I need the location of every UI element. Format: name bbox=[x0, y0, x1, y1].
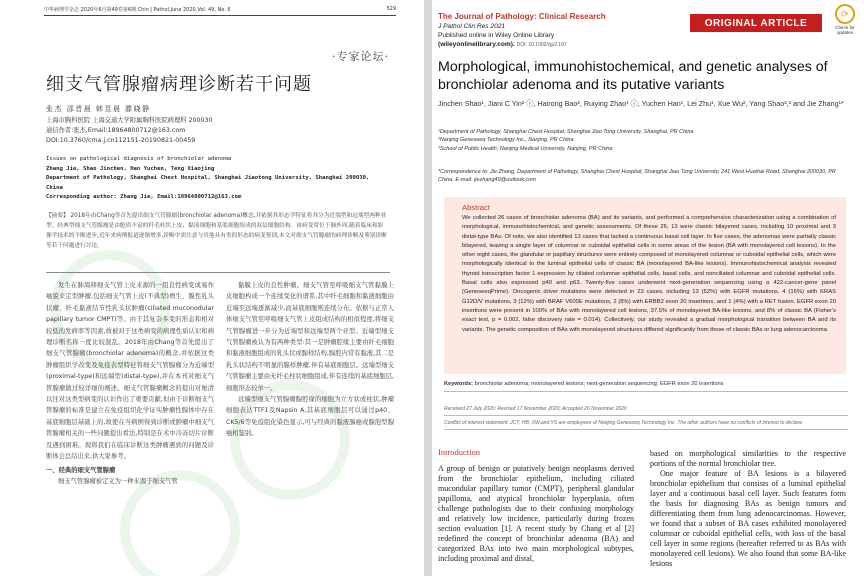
chinese-abstract bbox=[46, 211, 388, 251]
body-paragraph: 细支气管腺瘤被定义为一种来源于细支气管 bbox=[58, 477, 178, 485]
journal-name: The Journal of Pathology: Clinical Research bbox=[438, 12, 606, 21]
chinese-article-page bbox=[0, 0, 424, 576]
english-affiliation: Department of Pathology, Shanghai Chest Hospital, Shanghai Jiaotong University, Shanghai 200030, China bbox=[46, 175, 370, 191]
page-gutter bbox=[424, 0, 432, 576]
correspondence: 通信作者:张杰,Email:18964800712@163.com bbox=[46, 127, 186, 134]
correspondence: *Correspondence to: Jie Zhang, Department of Pathology, Shanghai Chest Hospital, Shanghai Jiao Tong University, 241 West Huaihai Road, Shanghai 200030, PR China. E-mail: jiezhang49@outlook.com bbox=[438, 169, 836, 184]
affiliation: 上海市胸科医院 上海交通大学附属胸科医院病理科 200030 bbox=[46, 117, 213, 124]
english-summary bbox=[46, 155, 386, 203]
abstract-heading: Abstract bbox=[462, 203, 490, 212]
keywords-label: Keywords: bbox=[444, 381, 474, 387]
author-list: 张杰 邵晋晨 韩昱晨 滕晓静 bbox=[46, 105, 151, 113]
body-paragraph: A group of benign or putatively benign neoplasms derived from the bronchiolar epithelium, including ciliated mucondular papillary tumor (CMPT), peripheral glandular papilloma, and atypical bronchiolar hyperplasia, often challenge pathologists due to their confusing morphology and relatively low incidence, particularly during frozen section evaluation [1]. A recent study by Chang et al [2] redefined the concept of bronchiolar adenoma (BA) and categorized BAs into two main morphological subtypes, including proximal and distal, bbox=[438, 464, 634, 563]
affiliations bbox=[438, 128, 848, 153]
english-corresponding: Corresponding author: Zhang Jie, Email:18964800712@163.com bbox=[46, 194, 242, 201]
page-number: 529 bbox=[386, 6, 396, 12]
article-type-badge: ORIGINAL ARTICLE bbox=[690, 14, 822, 32]
english-article-page bbox=[432, 0, 864, 576]
body-paragraph: 发生在肺周移细支气管上皮来源的一组良性病变或易作癌貌来定型肿瘤,包括细支气管上皮(不典型)增生、腺性乳头状瘤、纤毛黏液结节性乳头状肿瘤(ciliated muconodular papillary tumor CMPT)等。由于其复杂多变的形态和相对较低的发病率等因素,故被对于这类病变的病理性质认识和病理诊断名称一度比较混乱。2018年由Chang等首先提出了细支气管腺瘤(bronchiolar adenoma)的概念,并依据这类肿瘤组织学改变及免疫表型特征将细支气管腺瘤分为近端型(proximal-type)和远端型(distal-type),并在本刊对细支气管腺瘤做过较详细的阐述。细支气管腺瘤概念的提出对厘清以往对这类型病变的认识作出了重要贡献,但由于诊断细支气管腺瘤的标准是建立在免疫组织化学证实肿瘤性腺体中存在基底细胞层基础上的,故使在当病例得到诊断或肿瘤中细支气管腺瘤相关的一些问题提出看法,特别是在术中冷冻切片诊断及遇到困难。现将我们在临床诊断这类肿瘤遇到的问题及诊断体会总结出来,供大家参考。 bbox=[46, 282, 214, 461]
keywords bbox=[444, 381, 848, 392]
affiliation-1: ¹Department of Pathology, Shanghai Chest Hospital, Shanghai Jiao Tong University, Shanghai, PR China bbox=[438, 129, 694, 135]
body-column-right bbox=[226, 280, 394, 440]
published-line: Published online in Wiley Online Library bbox=[438, 32, 555, 39]
section-label: ·专家论坛· bbox=[332, 50, 389, 63]
author-list: Jinchen Shao¹, Jiani C Yin² ⓘ, Hairong Bao², Ruiying Zhao¹ ⓘ, Yuchen Han¹, Lei Zhu¹, Xue Wu², Yang Shao²,³ and Jie Zhang¹* bbox=[438, 99, 844, 108]
body-paragraph: based on morphological similarities to the respective portions of the normal bronchiolar tree. bbox=[650, 449, 846, 468]
journal-abbr: J Pathol Clin Res 2021 bbox=[438, 23, 506, 30]
body-paragraph: 黏膜上皮的良性肿瘤。细支气管至呼吸细支气管黏膜上皮细胞构成一个连续变化的谱系,其中纤毛细胞和黏液细胞由近端至远端逐渐减少,而基底细胞则连续分布。依据与正常人体细支气管至呼吸细支气管上皮组成结构的相似程度,将细支气管腺瘤进一步分为近端型和远端型两个亚型。近端型细支气管腺瘤被认为有两种类型:其一是肿瘤腔缘主要由纤毛细胞和黏液细胞组成的乳头状或腺样结构,腺腔内常有黏液,其二是乳头状结构不明显的腺样肿瘤,伴有基底细胞层。远端型细支气管腺瘤主要由无纤毛柱状细胞组成,伴有连续的基底细胞层,细胞形态较单一。 bbox=[226, 282, 394, 392]
affiliation-block bbox=[46, 116, 376, 146]
check-updates-label: Check for updates bbox=[835, 25, 855, 35]
received-dates: Received 27 July 2020; Revised 17 November 2020; Accepted 26 November 2020 bbox=[444, 406, 848, 416]
page-header bbox=[44, 6, 396, 16]
check-for-updates-button[interactable] bbox=[830, 4, 860, 36]
wiley-url[interactable]: (wileyonlinelibrary.com). bbox=[438, 41, 515, 48]
doi-line bbox=[438, 40, 567, 50]
doi-text: DOI: 10.1002/cjp2.197 bbox=[516, 42, 567, 48]
abstract-text: 【摘要】 2018年由Chang等首先提出细支气管腺瘤(bronchiolar adenoma)概念,并依据其形态学特征将其分为近端型和远端型两种亚型。经典型细支气管腺瘤是由胞质丰富的纤毛柱状上皮、黏液细胞和基底细胞组成的双层细胞结构。该病变常位于肺外周,随着临床和影像学技术的不断进步,近年来病例报道逐渐增多,诊断中需注意与其他具有类似形态的病变鉴别,本文对细支气管腺瘤的病理诊断及鉴别诊断等若干问题进行讨论。 bbox=[46, 213, 387, 249]
journal-meta bbox=[438, 22, 567, 50]
doi: DOI:10.3760/cma.j.cn112151-20190821-00459 bbox=[46, 137, 196, 144]
abstract-text: We collected 26 cases of bronchiolar adenoma (BA) and its variants, and performed a comprehensive characterization using a combination of morphological, immunohistochemical, and genetic assessments. Of these 26, 13 were classic bilayered cases, including 10 proximal and 3 distal-type BAs. Of note, we also identified 13 cases that lacked a continuous basal cell layer. In five cases, the adenomas were partially classic bilayered, leaving a single layer of columnar or cuboidal epithelial cells in some areas of the lesion (BA with monolayered cell lesions). In the other eight cases, the glandular or papillary structures were entirely composed of monolayered columnar or cuboidal epithelial cells, which were morphologically identical to the luminal epithelial cells of classic BA (monolayered BA-like lesions). Immunohistochemical analysis revealed thyroid transcription factor 1 expression by ciliated columnar epithelial cells, basal cells, and nonciliated columnar and cuboidal epithelial cells. Basal cells also expressed p40 and p63. Twenty-five cases underwent next-generation sequencing using a 422-cancer-gene panel (GeneseeqPrime). Oncogenic driver mutations were detected in 23 cases, including 13 (52%) with EGFR mutations, 4 (16%) with KRAS G12D/V mutations, 3 (12%) with BRAF V600E mutations, 2 (8%) with ERBB2 exon 20 insertions, and 1 (4%) with a RET fusion. EGFR exon 20 insertions were present in 100% of BAs with monolayered cell lesions, 37.5% of monolayered BA-like lesions, and 8% of classic BA (Fisher's exact test, p = 0.002, false discovery rate = 0.014). Collectively, our study revealed a gradual morphological transition between BA and its variants. The genetic composition of BAs with monolayered structures differed significantly from those of classic BAs or lung adenocarcinoma. bbox=[462, 215, 836, 333]
body-column-left bbox=[438, 464, 634, 564]
body-column-right bbox=[650, 449, 846, 569]
english-authors: Zhang Jie, Shao Jinchen, Han Yuchen, Teng Xiaojing bbox=[46, 165, 215, 172]
body-paragraph: 远端型细支气管腺瘤腺腔缘的细胞为立方状或柱状,肿瘤细胞表达TTF1及Napsin A,其基底细胞层可以通过p40、CK5/6等免疫组化染色显示,可与经典的黏液腺癌或腺泡型腺癌相鉴别。 bbox=[226, 396, 394, 438]
affiliation-3: ³School of Public Health, Nanjing Medical University, Nanjing, PR China bbox=[438, 145, 613, 152]
keywords-text: bronchiolar adenoma; monolayered lesions; next-generation sequencing; EGFR exon 20 insertions bbox=[474, 381, 724, 387]
english-title: Issues on pathological diagnosis of bronchiolar adenoma bbox=[46, 156, 232, 162]
affiliation-2: ²Nanjing Geneseeq Technology Inc., Nanjing, PR China bbox=[438, 137, 574, 144]
introduction-heading: Introduction bbox=[438, 447, 481, 457]
journal-header-text: 中华病理学杂志 2020年6月第49卷第6期 Chin J Pathol,June 2020,Vol. 49, No. 6 bbox=[44, 7, 231, 13]
conflict-statement: Conflict of interest statement: JCY, HB, XW,and YS are employees of Nanjing Geneseeq Technology Inc. The other authors have no conflicts of interest to declare. bbox=[444, 420, 848, 430]
refresh-icon: ⟳ bbox=[835, 4, 855, 24]
divider bbox=[46, 272, 390, 273]
subsection-heading: 一、经典的细支气管腺瘤 bbox=[46, 466, 116, 474]
body-paragraph: One major feature of BA lesions is a bilayered bronchiolar epithelium that consists of a luminal epithelial layer and a continuous basal cell layer. Such features form the basis for diagnosing BAs as benign tumors and differentiating them from lung adenocarcinomas. However, we found that a subset of BA cases exhibited monolayered columnar or cuboidal epithelial cells, with loss of the basal cell layer in some regions (hereafter referred to as BAs with monolayered cell lesions). We also found that some BA-like lesions bbox=[650, 469, 846, 568]
article-title: 细支气管腺瘤病理诊断若干问题 bbox=[46, 74, 312, 95]
body-column-left bbox=[46, 280, 214, 487]
article-title: Morphological, immunohistochemical, and genetic analyses of bronchiolar adenoma and its putative variants bbox=[438, 59, 828, 93]
